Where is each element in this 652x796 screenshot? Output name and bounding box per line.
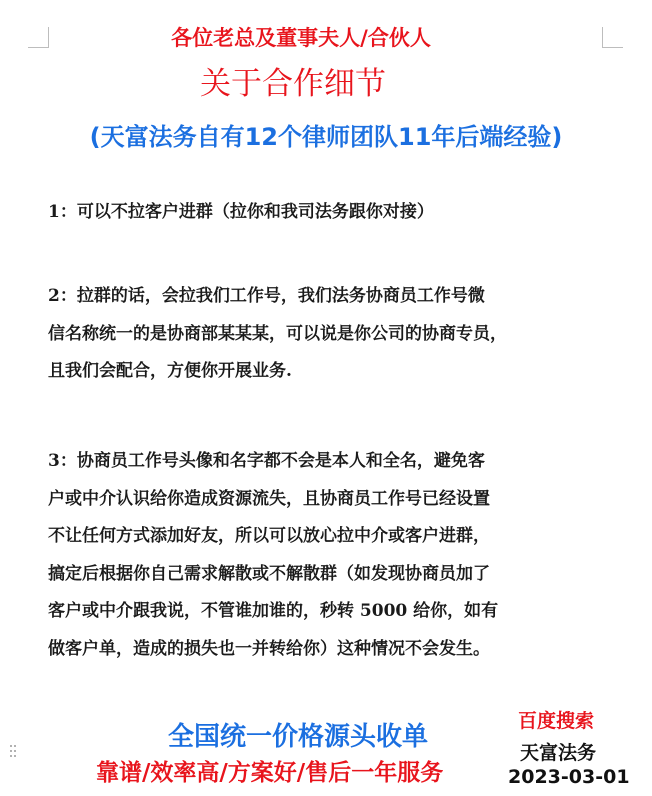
paragraph-line: 做客户单，造成的损失也一并转给你）这种情况不会发生。 <box>48 638 490 659</box>
paragraph-line: 不让任何方式添加好友，所以可以放心拉中介或客户进群， <box>48 526 490 546</box>
greeting-line: 各位老总及董事夫人/合伙人 <box>171 26 431 50</box>
paragraph-line: 且我们会配合，方便你开展业务. <box>48 361 292 381</box>
paragraph-line: 1：可以不拉客户进群（拉你和我司法务跟你对接） <box>48 202 434 222</box>
slogan-service: 靠谱/效率高/方案好/售后一年服务 <box>96 760 444 786</box>
paragraph-line: 2：拉群的话，会拉我们工作号，我们法务协商员工作号微 <box>48 286 485 306</box>
slogan-price: 全国统一价格源头收单 <box>168 722 429 752</box>
drag-handle-icon[interactable] <box>9 744 17 758</box>
paragraph-1 <box>48 194 628 232</box>
paragraph-line: 客户或中介跟我说，不管谁加谁的，秒转 5000 给你，如有 <box>48 601 499 621</box>
paragraph-line: 户或中介认识给你造成资源流失，且协商员工作号已经设置 <box>48 488 490 509</box>
paragraph-line: 搞定后根据你自己需求解散或不解散群（如发现协商员加了 <box>48 563 490 584</box>
page-title: 关于合作细节 <box>200 66 386 102</box>
subtitle-line: (天富法务自有12个律师团队11年后端经验) <box>89 123 563 151</box>
paragraph-2 <box>48 278 628 391</box>
paragraph-line: 信名称统一的是协商部某某某，可以说是你公司的协商专员， <box>48 323 507 344</box>
company-name: 天富法务 <box>520 742 597 764</box>
document-date: 2023-03-01 <box>508 766 630 788</box>
page-corner-mark-top-right <box>602 27 623 48</box>
search-hint: 百度搜索 <box>518 710 595 732</box>
paragraph-line: 3：协商员工作号头像和名字都不会是本人和全名，避免客 <box>48 451 485 471</box>
paragraph-3 <box>48 443 628 668</box>
